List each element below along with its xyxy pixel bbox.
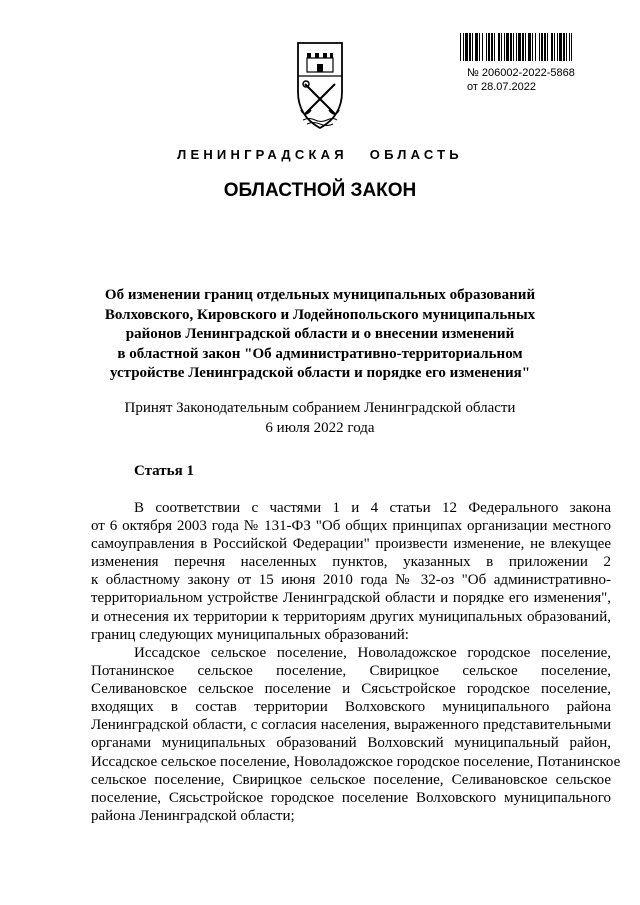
paragraph-line: входящих в состав территории Волховского муниципального района (91, 699, 611, 716)
paragraph-line: самоуправления в Российской Федерации" произвести изменение, не влекущее (91, 536, 611, 553)
region-title-word: ЛЕНИНГРАДСКАЯ (177, 147, 348, 162)
paragraph-line: к областному закону от 15 июня 2010 года № 32-оз "Об административно- (91, 572, 611, 589)
paragraph-line: сельское поселение, Свирицкое сельское поселение, Селивановское сельское (91, 771, 611, 788)
adoption-line: Принят Законодательным собранием Ленинградской области (124, 400, 516, 416)
law-type-heading: ОБЛАСТНОЙ ЗАКОН (223, 180, 417, 201)
paragraph-line: изменения перечня населенных пунктов, указанных в приложении 2 (91, 554, 611, 571)
paragraph-line: и отнесения их территории к территориям других муниципальных образований, (91, 608, 611, 625)
law-title-line: районов Ленинградской области и о внесении изменений (125, 326, 515, 342)
adoption-line: 6 июля 2022 года (265, 420, 375, 436)
barcode-icon (460, 33, 572, 61)
paragraph-line: Иссадское сельское поселение, Новоладожское городское поселение, Потанинское (91, 753, 621, 770)
law-title-line: Об изменении границ отдельных муниципальных образований (104, 287, 536, 303)
article-paragraph (91, 499, 611, 644)
registration-number: № 206002-2022-5868 (467, 67, 575, 79)
paragraph-line: В соответствии с частями 1 и 4 статьи 12 Федерального закона (134, 500, 611, 516)
paragraph-line: поселение, Сясьстройское городское поселение Волховского муниципального (91, 789, 611, 806)
law-title-line: в областной закон "Об административно-территориальном (117, 345, 523, 362)
article-paragraph (91, 644, 621, 825)
paragraph-line: органами муниципальных образований Волховский муниципальный район, (91, 735, 611, 752)
region-title (0, 147, 640, 162)
law-title (60, 286, 580, 384)
paragraph-line: Ленинградской области, с согласия населения, выраженного представительными (91, 717, 611, 734)
article-heading: Статья 1 (134, 463, 194, 479)
paragraph-line: территориальном устройстве Ленинградской области и порядке его изменения", (91, 590, 611, 607)
law-title-line: Волховского, Кировского и Лодейнопольского муниципальных (104, 306, 536, 323)
paragraph-line: Потанинское сельское поселение, Свирицкое сельское поселение, (91, 663, 611, 680)
registration-date: от 28.07.2022 (467, 81, 537, 93)
region-title-word: ОБЛАСТЬ (369, 147, 463, 162)
paragraph-line: границ следующих муниципальных образований: (91, 626, 409, 643)
paragraph-line: от 6 октября 2003 года № 131-ФЗ "Об общих принципах организации местного (91, 518, 611, 535)
adoption-note (60, 398, 580, 438)
paragraph-line: Иссадское сельское поселение, Новоладожское городское поселение, (134, 645, 611, 661)
paragraph-line: Селивановское сельское поселение и Сясьстройское городское поселение, (91, 681, 611, 698)
law-title-line: устройстве Ленинградской области и порядке его изменения" (109, 365, 531, 381)
paragraph-line: района Ленинградской области; (91, 807, 295, 824)
coat-of-arms-icon (295, 40, 345, 136)
